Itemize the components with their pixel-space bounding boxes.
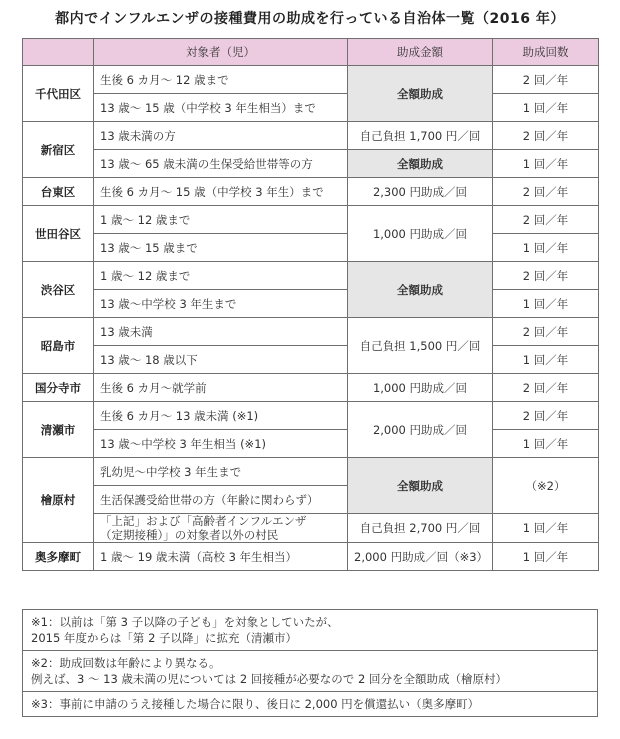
amount-cell: 2,000 円助成／回（※3）	[348, 543, 493, 571]
municipality-name: 新宿区	[23, 122, 94, 178]
amount-cell: 2,000 円助成／回	[348, 402, 493, 458]
target-cell: 13 歳〜中学校 3 年生まで	[94, 290, 348, 318]
target-cell: 13 歳〜 15 歳まで	[94, 234, 348, 262]
count-cell: 1 回／年	[493, 234, 599, 262]
count-cell: 2 回／年	[493, 122, 599, 150]
municipality-name: 奥多摩町	[23, 543, 94, 571]
target-line: （定期接種）」の対象者以外の村民	[100, 528, 279, 542]
target-cell: 生後 6 カ月〜 15 歳（中学校 3 年生）まで	[94, 178, 348, 206]
note-line: ※1：以前は「第 3 子以降の子ども」を対象としていたが、	[31, 615, 339, 629]
target-cell: 13 歳〜 15 歳（中学校 3 年生相当）まで	[94, 94, 348, 122]
header-count: 助成回数	[493, 39, 599, 66]
note-line: 例えば、3 〜 13 歳未満の児については 2 回接種が必要なので 2 回分を全額助成（檜原村）	[31, 672, 507, 686]
municipality-name: 世田谷区	[23, 206, 94, 262]
municipality-name: 国分寺市	[23, 374, 94, 402]
count-cell: 2 回／年	[493, 178, 599, 206]
target-cell: 13 歳未満の方	[94, 122, 348, 150]
target-cell: 生後 6 カ月〜 13 歳未満 (※1)	[94, 402, 348, 430]
count-cell: 1 回／年	[493, 290, 599, 318]
target-cell: 13 歳〜中学校 3 年生相当 (※1)	[94, 430, 348, 458]
count-cell: 1 回／年	[493, 430, 599, 458]
municipality-name: 清瀬市	[23, 402, 94, 458]
count-cell: 2 回／年	[493, 318, 599, 346]
note-row	[23, 610, 598, 651]
table-row	[23, 150, 599, 178]
note-row	[23, 692, 598, 717]
table-row	[23, 178, 599, 206]
header-amount: 助成金額	[348, 39, 493, 66]
count-cell: 2 回／年	[493, 374, 599, 402]
count-cell: 1 回／年	[493, 543, 599, 571]
header-target: 対象者（児）	[94, 39, 348, 66]
target-cell: 13 歳〜 18 歳以下	[94, 346, 348, 374]
header-row	[23, 39, 599, 66]
target-cell: 13 歳〜 65 歳未満の生保受給世帯等の方	[94, 150, 348, 178]
target-line: 「上記」および「高齢者インフルエンザ	[100, 514, 307, 528]
note-2	[23, 651, 598, 692]
count-cell: 1 回／年	[493, 94, 599, 122]
municipality-name: 千代田区	[23, 66, 94, 122]
note-line: 2015 年度からは「第 2 子以降」に拡充（清瀬市）	[31, 631, 298, 645]
amount-cell: 1,000 円助成／回	[348, 206, 493, 262]
target-cell: 13 歳未満	[94, 318, 348, 346]
subsidy-table	[22, 38, 599, 571]
page-title: 都内でインフルエンザの接種費用の助成を行っている自治体一覧（2016 年）	[55, 11, 565, 27]
count-cell: 2 回／年	[493, 402, 599, 430]
target-cell: 1 歳〜 12 歳まで	[94, 206, 348, 234]
table-row	[23, 346, 599, 374]
table-row	[23, 430, 599, 458]
table-row	[23, 514, 599, 543]
table-row	[23, 318, 599, 346]
table-row	[23, 94, 599, 122]
municipality-name: 渋谷区	[23, 262, 94, 318]
amount-cell: 自己負担 1,500 円／回	[348, 318, 493, 374]
table-row	[23, 66, 599, 94]
amount-cell: 全額助成	[348, 66, 493, 122]
note-row	[23, 651, 598, 692]
target-cell	[94, 514, 348, 543]
municipality-name: 昭島市	[23, 318, 94, 374]
table-row	[23, 206, 599, 234]
table-row	[23, 543, 599, 571]
target-cell: 生活保護受給世帯の方（年齢に関わらず）	[94, 486, 348, 514]
amount-cell: 自己負担 1,700 円／回	[348, 122, 493, 150]
header-empty	[23, 39, 94, 66]
table-row	[23, 374, 599, 402]
table-row	[23, 234, 599, 262]
amount-cell: 全額助成	[348, 458, 493, 514]
count-cell: 1 回／年	[493, 150, 599, 178]
note-line: ※2：助成回数は年齢により異なる。	[31, 656, 221, 670]
municipality-name: 檜原村	[23, 458, 94, 543]
amount-cell: 1,000 円助成／回	[348, 374, 493, 402]
amount-cell: 全額助成	[348, 150, 493, 178]
count-cell: （※2）	[493, 458, 599, 514]
count-cell: 1 回／年	[493, 346, 599, 374]
note-3: ※3：事前に申請のうえ接種した場合に限り、後日に 2,000 円を償還払い（奥多摩町）	[23, 692, 598, 717]
target-cell: 1 歳〜 12 歳まで	[94, 262, 348, 290]
amount-cell: 2,300 円助成／回	[348, 178, 493, 206]
table-row	[23, 402, 599, 430]
target-cell: 1 歳〜 19 歳未満（高校 3 年生相当）	[94, 543, 348, 571]
count-cell: 1 回／年	[493, 514, 599, 543]
table-row	[23, 290, 599, 318]
note-1	[23, 610, 598, 651]
amount-cell: 全額助成	[348, 262, 493, 318]
notes-table	[22, 609, 598, 717]
target-cell: 生後 6 カ月〜 12 歳まで	[94, 66, 348, 94]
municipality-name: 台東区	[23, 178, 94, 206]
count-cell: 2 回／年	[493, 206, 599, 234]
target-cell: 生後 6 カ月〜就学前	[94, 374, 348, 402]
table-row	[23, 458, 599, 486]
amount-cell: 自己負担 2,700 円／回	[348, 514, 493, 543]
count-cell: 2 回／年	[493, 262, 599, 290]
table-row	[23, 122, 599, 150]
target-cell: 乳幼児〜中学校 3 年生まで	[94, 458, 348, 486]
table-row	[23, 262, 599, 290]
count-cell: 2 回／年	[493, 66, 599, 94]
